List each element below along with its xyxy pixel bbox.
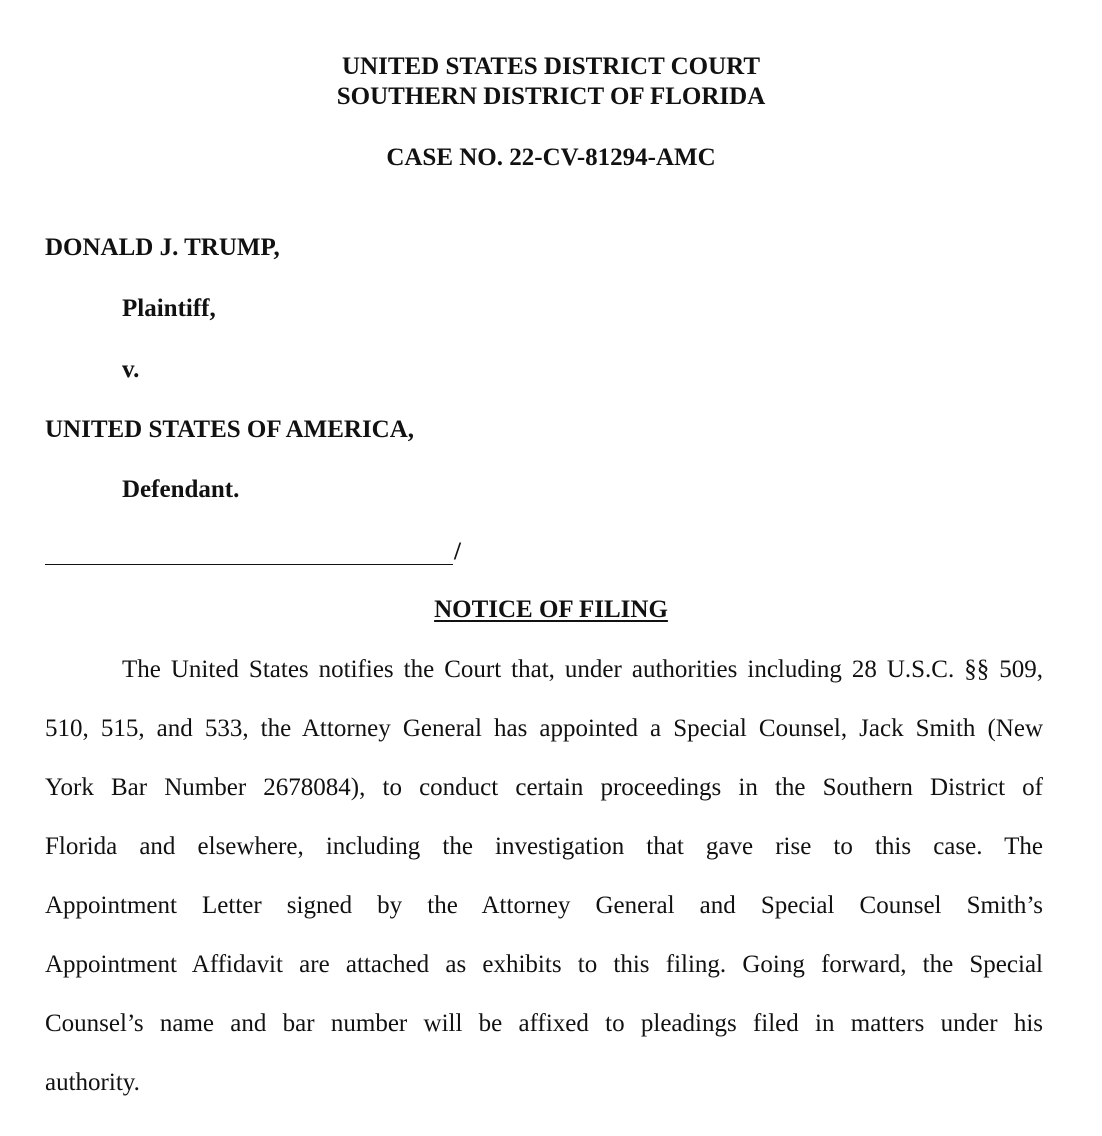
caption-separator-slash: /	[454, 538, 461, 565]
court-name: UNITED STATES DISTRICT COURT	[342, 53, 760, 80]
caption-separator-rule	[45, 564, 453, 565]
plaintiff-name: DONALD J. TRUMP,	[45, 234, 280, 261]
body-line-8: authority.	[45, 1069, 140, 1096]
document-title: NOTICE OF FILING	[434, 596, 668, 623]
case-number: CASE NO. 22-CV-81294-AMC	[386, 144, 716, 171]
body-line-5: Appointment Letter signed by the Attorney General and Special Counsel Smith’s	[45, 892, 1043, 919]
plaintiff-role: Plaintiff,	[122, 295, 216, 322]
versus-label: v.	[122, 356, 140, 383]
court-district: SOUTHERN DISTRICT OF FLORIDA	[336, 83, 766, 110]
defendant-name: UNITED STATES OF AMERICA,	[45, 416, 415, 443]
body-line-6: Appointment Affidavit are attached as exhibits to this filing. Going forward, the Special	[45, 951, 1043, 978]
body-line-7: Counsel’s name and bar number will be affixed to pleadings filed in matters under his	[45, 1010, 1043, 1037]
body-line-1: The United States notifies the Court that, under authorities including 28 U.S.C. §§ 509,	[122, 656, 1043, 683]
defendant-role: Defendant.	[122, 476, 240, 503]
body-line-2: 510, 515, and 533, the Attorney General has appointed a Special Counsel, Jack Smith (New	[45, 715, 1043, 742]
body-line-4: Florida and elsewhere, including the investigation that gave rise to this case. The	[45, 833, 1043, 860]
body-line-3: York Bar Number 2678084), to conduct certain proceedings in the Southern District of	[45, 774, 1043, 801]
